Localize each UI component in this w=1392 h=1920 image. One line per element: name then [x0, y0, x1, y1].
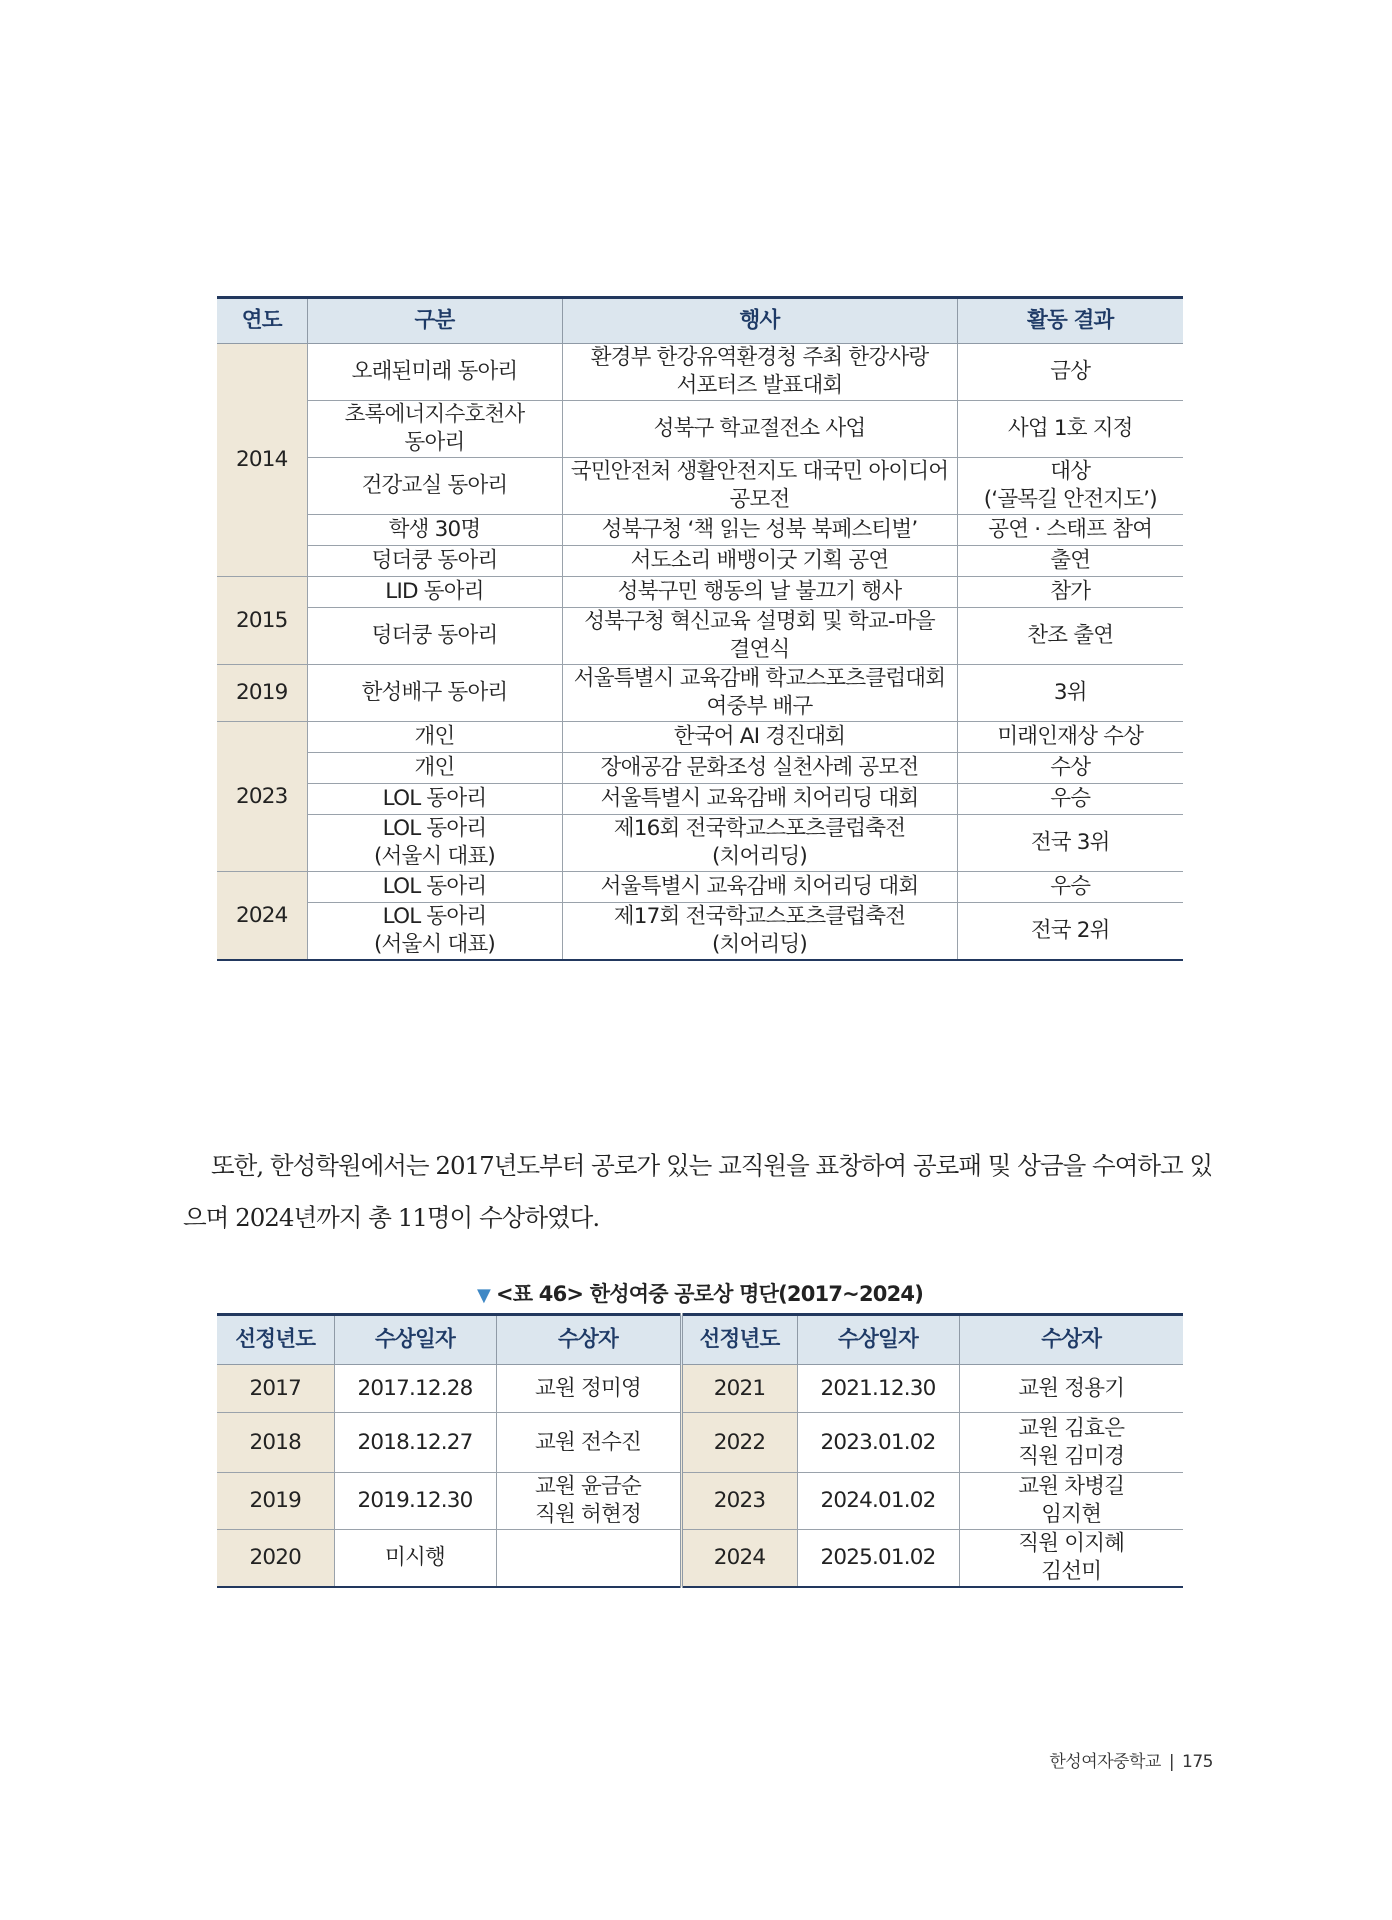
table-row	[217, 546, 1183, 577]
col-header-recipient-2: 수상자	[959, 1315, 1183, 1365]
merit-award-table	[217, 1313, 1183, 1588]
recipient-cell: 교원 김효은 직원 김미경	[959, 1413, 1183, 1473]
result-cell: 미래인재상 수상	[957, 722, 1183, 753]
table-row	[217, 665, 1183, 722]
category-cell: 학생 30명	[307, 515, 562, 546]
award-date-cell: 2019.12.30	[334, 1473, 496, 1530]
result-cell: 우승	[957, 872, 1183, 903]
paragraph-line-1: 또한, 한성학원에서는 2017년도부터 공로가 있는 교직원을 표창하여 공로패 및 상금을 수여하고 있	[211, 1151, 1213, 1180]
year-cell: 2023	[217, 722, 307, 872]
year-cell: 2024	[217, 872, 307, 961]
table-row	[217, 872, 1183, 903]
award-date-cell: 2023.01.02	[797, 1413, 959, 1473]
event-cell: 한국어 AI 경진대회	[562, 722, 957, 753]
table-row	[217, 344, 1183, 401]
selection-year-cell: 2023	[681, 1473, 797, 1530]
page-footer	[1049, 1747, 1213, 1772]
recipient-cell: 교원 전수진	[496, 1413, 681, 1473]
recipient-cell: 교원 정용기	[959, 1365, 1183, 1413]
selection-year-cell: 2017	[217, 1365, 334, 1413]
result-cell: 출연	[957, 546, 1183, 577]
col-header-result: 활동 결과	[957, 298, 1183, 344]
col-header-recipient: 수상자	[496, 1315, 681, 1365]
col-header-award-date-2: 수상일자	[797, 1315, 959, 1365]
result-cell: 대상 (‘골목길 안전지도’)	[957, 458, 1183, 515]
recipient-cell	[496, 1530, 681, 1588]
category-cell: 개인	[307, 753, 562, 784]
table-row	[217, 1365, 1183, 1413]
event-cell: 서도소리 배뱅이굿 기획 공연	[562, 546, 957, 577]
event-cell: 서울특별시 교육감배 치어리딩 대회	[562, 872, 957, 903]
event-cell: 성북구청 혁신교육 설명회 및 학교-마을 결연식	[562, 608, 957, 665]
award-date-cell: 2024.01.02	[797, 1473, 959, 1530]
col-header-category: 구분	[307, 298, 562, 344]
award-date-cell: 미시행	[334, 1530, 496, 1588]
table-row	[217, 1473, 1183, 1530]
footer-separator: |	[1168, 1752, 1175, 1772]
event-cell: 제16회 전국학교스포츠클럽축전 (치어리딩)	[562, 815, 957, 872]
col-header-year: 연도	[217, 298, 307, 344]
category-cell: 개인	[307, 722, 562, 753]
award-date-cell: 2021.12.30	[797, 1365, 959, 1413]
table-row	[217, 401, 1183, 458]
category-cell: LID 동아리	[307, 577, 562, 608]
table-header-row	[217, 298, 1183, 344]
year-cell: 2014	[217, 344, 307, 577]
event-cell: 성북구 학교절전소 사업	[562, 401, 957, 458]
result-cell: 찬조 출연	[957, 608, 1183, 665]
category-cell: LOL 동아리 (서울시 대표)	[307, 903, 562, 961]
category-cell: LOL 동아리 (서울시 대표)	[307, 815, 562, 872]
category-cell: LOL 동아리	[307, 872, 562, 903]
event-cell: 성북구민 행동의 날 불끄기 행사	[562, 577, 957, 608]
col-header-award-date: 수상일자	[334, 1315, 496, 1365]
selection-year-cell: 2022	[681, 1413, 797, 1473]
recipient-cell: 교원 차병길 임지현	[959, 1473, 1183, 1530]
recipient-cell: 교원 정미영	[496, 1365, 681, 1413]
selection-year-cell: 2024	[681, 1530, 797, 1588]
result-cell: 참가	[957, 577, 1183, 608]
footer-school-name: 한성여자중학교	[1049, 1752, 1161, 1772]
page-number: 175	[1182, 1752, 1213, 1772]
category-cell: 초록에너지수호천사 동아리	[307, 401, 562, 458]
event-cell: 서울특별시 교육감배 치어리딩 대회	[562, 784, 957, 815]
selection-year-cell: 2021	[681, 1365, 797, 1413]
category-cell: 덩더쿵 동아리	[307, 546, 562, 577]
event-cell: 서울특별시 교육감배 학교스포츠클럽대회 여중부 배구	[562, 665, 957, 722]
table-row	[217, 784, 1183, 815]
table-row	[217, 1413, 1183, 1473]
result-cell: 전국 3위	[957, 815, 1183, 872]
col-header-event: 행사	[562, 298, 957, 344]
table-row	[217, 903, 1183, 961]
event-cell: 장애공감 문화조성 실천사례 공모전	[562, 753, 957, 784]
year-cell: 2015	[217, 577, 307, 665]
body-paragraph	[183, 1140, 1213, 1244]
category-cell: 한성배구 동아리	[307, 665, 562, 722]
result-cell: 금상	[957, 344, 1183, 401]
col-header-selection-year-2: 선정년도	[681, 1315, 797, 1365]
result-cell: 우승	[957, 784, 1183, 815]
result-cell: 공연 · 스태프 참여	[957, 515, 1183, 546]
year-cell: 2019	[217, 665, 307, 722]
table-row	[217, 815, 1183, 872]
award-date-cell: 2025.01.02	[797, 1530, 959, 1588]
award-date-cell: 2017.12.28	[334, 1365, 496, 1413]
table-row	[217, 458, 1183, 515]
table-row	[217, 1530, 1183, 1588]
table-row	[217, 577, 1183, 608]
recipient-cell: 직원 이지혜 김선미	[959, 1530, 1183, 1588]
table-row	[217, 753, 1183, 784]
triangle-down-icon: ▼	[476, 1285, 491, 1306]
event-cell: 제17회 전국학교스포츠클럽축전 (치어리딩)	[562, 903, 957, 961]
table-row	[217, 608, 1183, 665]
selection-year-cell: 2018	[217, 1413, 334, 1473]
award-date-cell: 2018.12.27	[334, 1413, 496, 1473]
caption-text: <표 46> 한성여중 공로상 명단(2017~2024)	[496, 1282, 924, 1306]
paragraph-line-2: 으며 2024년까지 총 11명이 수상하였다.	[183, 1203, 600, 1232]
result-cell: 사업 1호 지정	[957, 401, 1183, 458]
selection-year-cell: 2019	[217, 1473, 334, 1530]
recipient-cell: 교원 윤금순 직원 허현정	[496, 1473, 681, 1530]
result-cell: 3위	[957, 665, 1183, 722]
category-cell: LOL 동아리	[307, 784, 562, 815]
category-cell: 건강교실 동아리	[307, 458, 562, 515]
selection-year-cell: 2020	[217, 1530, 334, 1588]
category-cell: 덩더쿵 동아리	[307, 608, 562, 665]
table-header-row	[217, 1315, 1183, 1365]
activity-results-table	[217, 296, 1183, 961]
table-caption	[217, 1278, 1183, 1308]
event-cell: 환경부 한강유역환경청 주최 한강사랑 서포터즈 발표대회	[562, 344, 957, 401]
category-cell: 오래된미래 동아리	[307, 344, 562, 401]
col-header-selection-year: 선정년도	[217, 1315, 334, 1365]
table-row	[217, 722, 1183, 753]
result-cell: 수상	[957, 753, 1183, 784]
event-cell: 성북구청 ‘책 읽는 성북 북페스티벌’	[562, 515, 957, 546]
result-cell: 전국 2위	[957, 903, 1183, 961]
event-cell: 국민안전처 생활안전지도 대국민 아이디어 공모전	[562, 458, 957, 515]
table-row	[217, 515, 1183, 546]
